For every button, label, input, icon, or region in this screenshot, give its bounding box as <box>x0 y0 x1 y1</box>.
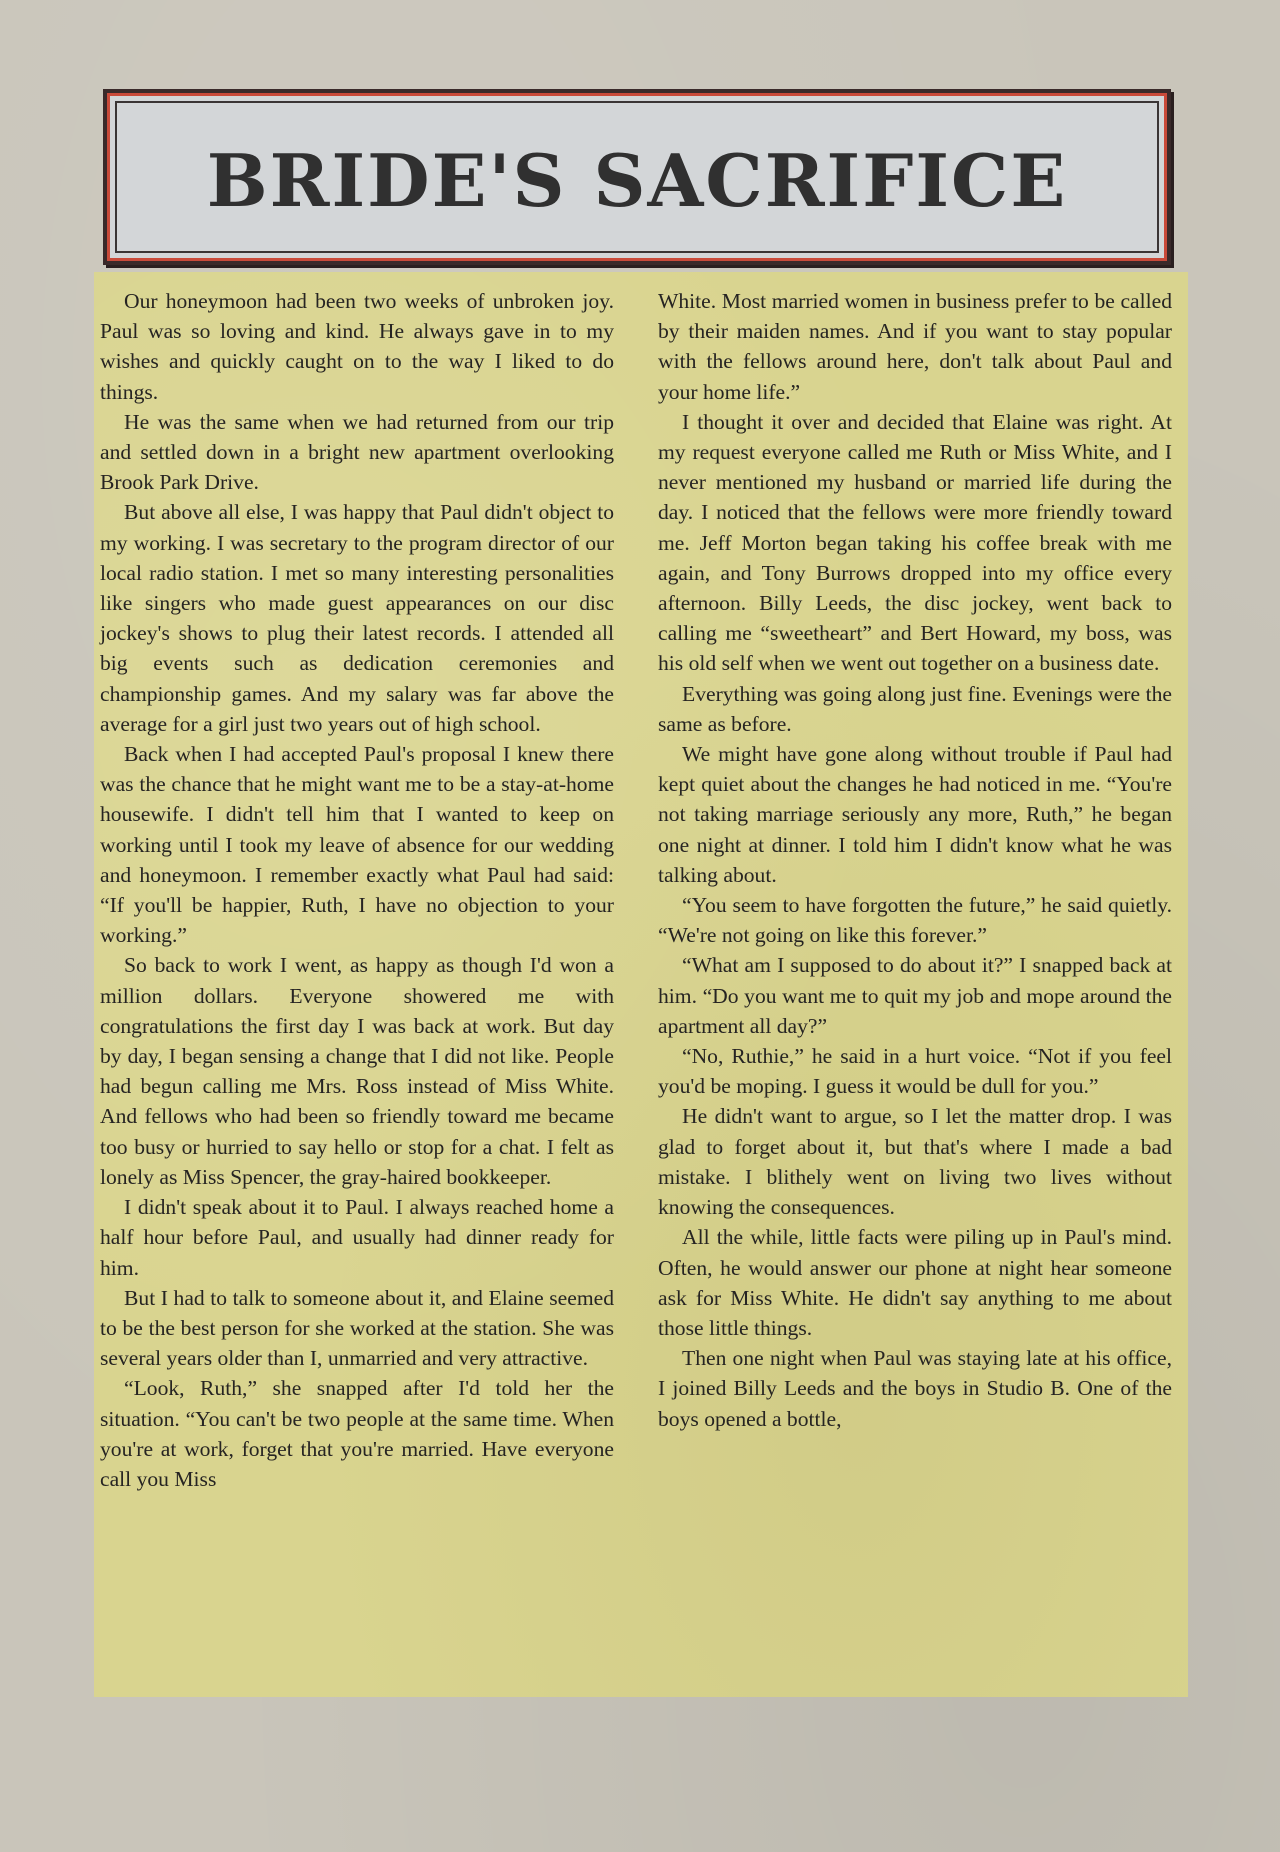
paragraph: Back when I had accepted Paul's proposal I knew there was the chance that he might want me to be a stay-at-home housewife. I didn't tell him that I wanted to keep on working until I took my leave of absence for our wedding and honeymoon. I remember exactly what Paul had said: “If you'll be happier, Ruth, I have no objection to your working.” <box>100 742 614 948</box>
paragraph: Everything was going along just fine. Evenings were the same as before. <box>658 681 1172 736</box>
left-column <box>100 286 614 1697</box>
right-column <box>658 286 1172 1697</box>
paragraph: He was the same when we had returned from our trip and settled down in a bright new apartment overlooking Brook Park Drive. <box>100 409 614 495</box>
paragraph: “You seem to have forgotten the future,” he said quietly. “We're not going on like this forever.” <box>658 893 1172 948</box>
paragraph-continuation: White. Most married women in business prefer to be called by their maiden names. And if you want to stay popular with the fellows around here, don't talk about Paul and your home life.” <box>658 289 1172 404</box>
paragraph: So back to work I went, as happy as though I'd won a million dollars. Everyone showered me with congratulations the first day I was back at work. But day by day, I began sensing a change that I did not like. People had begun calling me Mrs. Ross instead of Miss White. And fellows who had been so friendly toward me became too busy or hurried to say hello or stop for a chat. I felt as lonely as Miss Spencer, the gray-haired bookkeeper. <box>100 953 614 1189</box>
paragraph: But above all else, I was happy that Paul didn't object to my working. I was secretary to the program director of our local radio station. I met so many interesting personalities like singers who made guest appearances on our disc jockey's shows to plug their latest records. I attended all big events such as dedication ceremonies and championship games. And my salary was far above the average for a girl just two years out of high school. <box>100 500 614 736</box>
paragraph: “Look, Ruth,” she snapped after I'd told her the situation. “You can't be two people at the same time. When you're at work, forget that you're married. Have everyone call you Miss <box>100 1376 614 1491</box>
story-body <box>94 272 1188 1697</box>
paragraph: Then one night when Paul was staying late at his office, I joined Billy Leeds and the boys in Studio B. One of the boys opened a bottle, <box>658 1346 1172 1431</box>
paragraph: “No, Ruthie,” he said in a hurt voice. “Not if you feel you'd be moping. I guess it would be dull for you.” <box>658 1044 1172 1099</box>
story-title: BRIDE'S SACRIFICE <box>206 137 1068 223</box>
paragraph: I thought it over and decided that Elaine was right. At my request everyone called me Ruth or Miss White, and I never mentioned my husband or married life during the day. I noticed that the fellows were more friendly toward me. Jeff Morton began taking his coffee break with me again, and Tony Burrows dropped into my office every afternoon. Billy Leeds, the disc jockey, went back to calling me “sweetheart” and Bert Howard, my boss, was his old self when we went out together on a business date. <box>658 409 1172 676</box>
paragraph: Our honeymoon had been two weeks of unbroken joy. Paul was so loving and kind. He always gave in to my wishes and quickly caught on to the way I liked to do things. <box>100 289 614 404</box>
paragraph: All the while, little facts were piling up in Paul's mind. Often, he would answer our phone at night hear someone ask for Miss White. He didn't say anything to me about those little things. <box>658 1225 1172 1340</box>
paragraph: He didn't want to argue, so I let the matter drop. I was glad to forget about it, but that's where I made a bad mistake. I blithely went on living two lives without knowing the consequences. <box>658 1104 1172 1220</box>
paragraph: We might have gone along without trouble if Paul had kept quiet about the changes he had noticed in me. “You're not taking marriage seriously any more, Ruth,” he began one night at dinner. I told him I didn't know what he was talking about. <box>658 742 1172 887</box>
paragraph: But I had to talk to someone about it, and Elaine seemed to be the best person for she worked at the station. She was several years older than I, unmarried and very attractive. <box>100 1285 614 1371</box>
title-banner <box>103 89 1171 265</box>
paragraph: “What am I supposed to do about it?” I snapped back at him. “Do you want me to quit my job and mope around the apartment all day?” <box>658 953 1172 1038</box>
paragraph: I didn't speak about it to Paul. I always reached home a half hour before Paul, and usually had dinner ready for him. <box>100 1195 614 1280</box>
